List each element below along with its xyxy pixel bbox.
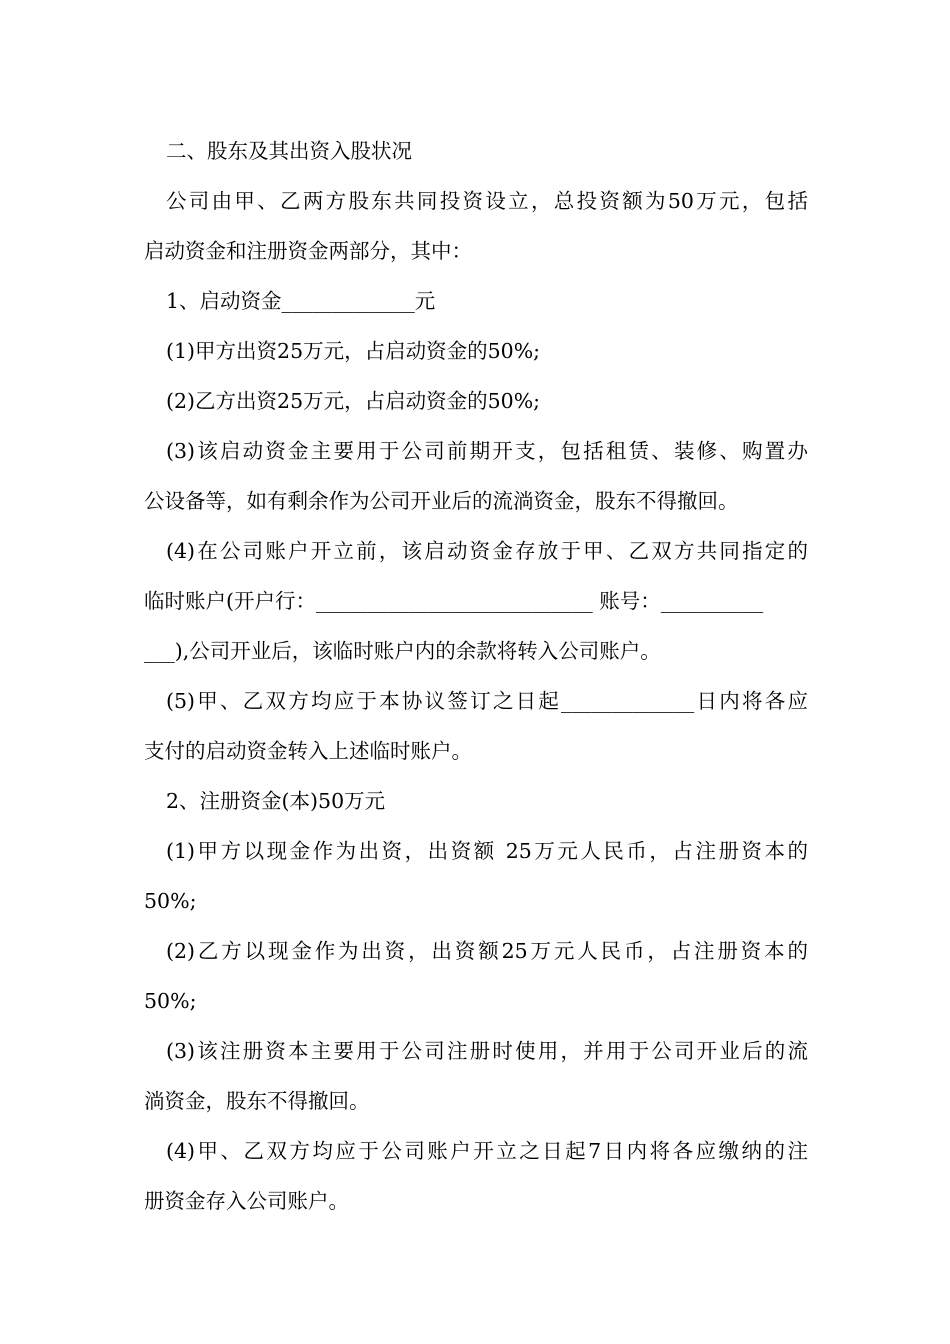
paragraph-line: 50%; [144,889,197,913]
paragraph-line: 公司由甲、乙两方股东共同投资设立，总投资额为50万元，包括 [166,189,808,213]
section-heading: 二、股东及其出资入股状况 [166,139,412,163]
list-item: (5)甲、乙双方均应于本协议签订之日起_____________日内将各应 [166,689,808,713]
list-item: (1)甲方出资25万元，占启动资金的50%; [166,339,541,363]
list-item: (3)该注册资本主要用于公司注册时使用，并用于公司开业后的流 [166,1039,808,1063]
list-item: (2)乙方以现金作为出资，出资额25万元人民币，占注册资本的 [166,939,808,963]
paragraph-line: ___),公司开业后，该临时账户内的余款将转入公司账户。 [144,639,661,663]
list-item: (1)甲方以现金作为出资，出资额 25万元人民币，占注册资本的 [166,839,808,863]
paragraph-line: 淌资金，股东不得撤回。 [144,1089,370,1113]
list-item: (2)乙方出资25万元，占启动资金的50%; [166,389,541,413]
paragraph-line: 临时账户(开户行：___________________________ 账号：__________ [144,589,764,613]
list-item: (4)甲、乙双方均应于公司账户开立之日起7日内将各应缴纳的注 [166,1139,808,1163]
list-item: 1、启动资金_____________元 [166,289,436,313]
paragraph-line: 启动资金和注册资金两部分，其中： [144,239,472,263]
document-body [144,126,808,1226]
list-item: (3)该启动资金主要用于公司前期开支，包括租赁、装修、购置办 [166,439,808,463]
paragraph-line: 册资金存入公司账户。 [144,1189,349,1213]
paragraph-line: 公设备等，如有剩余作为公司开业后的流淌资金，股东不得撤回。 [144,489,739,513]
list-item: (4)在公司账户开立前，该启动资金存放于甲、乙双方共同指定的 [166,539,808,563]
paragraph-line: 支付的启动资金转入上述临时账户。 [144,739,472,763]
paragraph-line: 50%; [144,989,197,1013]
list-item: 2、注册资金(本)50万元 [166,789,386,813]
